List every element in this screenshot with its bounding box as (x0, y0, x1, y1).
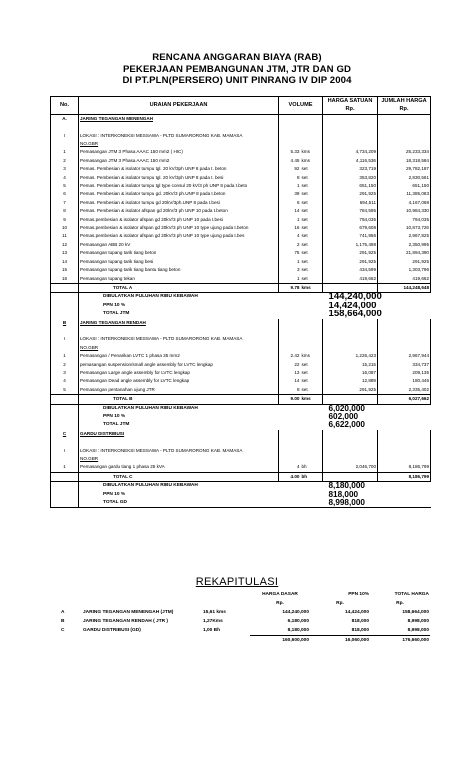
table-row: 1 Pemasangan / Penarikan LVTC 1 phasa 35 mm2 2.42 kms 1,226,423 2,967,944 (51, 352, 431, 360)
rekap-row: B JARING TEGANGAN RENDAH ( JTR ) 1,27Kms 6,180,000 818,000 8,998,000 (61, 619, 429, 624)
rekap-header-total: TOTAL HARGA (394, 592, 429, 597)
section-b-title: JARING TEGANGAN RENDAH (80, 319, 146, 325)
header-rp-2: Rp. (378, 105, 431, 114)
section-a (51, 114, 431, 318)
header-rp-1: Rp. (323, 105, 378, 114)
table-row: 4 Pemas. Pembesian & isolator tumpu tgl. 20 kV/3ph UNP 8 pada t. besi 8 set 353,820 2,830,561 (51, 174, 431, 182)
header-uraian: URAIAN PEKERJAAN (79, 97, 279, 115)
header-jumlah-harga: JUMLAH HARGA (378, 97, 431, 106)
table-row: 1 Pemasangan JTM 3 Phasa AAAC 150 mm2 ( HIC) 5.33 kms 4,734,209 25,233,334 (51, 148, 431, 156)
table-row: 4 Pemasangan Dead angle assembly for LVTC lengkap 14 set 12,889 180,446 (51, 377, 431, 385)
ppn-a-row: PPN 10 % 14,424,000 (51, 302, 431, 310)
grand-a-row: TOTAL JTM 158,664,000 (51, 310, 431, 318)
table-row: 7 Pemas. Pembesian & isolator tumpu gd 20kV/3ph.UNP 8 pada t.besi 6 set 694,511 4,167,068 (51, 199, 431, 207)
title-line-2: PEKERJAAN PEMBANGUNAN JTM, JTR DAN GD (122, 63, 352, 75)
document-title (0, 52, 474, 87)
table-row: 2 Pemasangan JTM 3 Phasa AAAC 150 mm2 4.45 kms 4,116,536 18,318,584 (51, 157, 431, 165)
section-b-lokasi: LOKASI : INTERKONEKSI MESSAWA - PLTD SUMARORONG KAB. MAMASA (80, 336, 243, 342)
table-row: 8 Pemas. Pembesian & isolator afspan gd 20kV/3 ph UNP 10 pada t.beton 14 set 784,595 10,984,330 (51, 207, 431, 215)
dibulatkan-c-row: DIBULATKAN PULUHAN RIBU KEBAWAH 8,180,000 (51, 482, 431, 491)
section-a-title: JARING TEGANGAN MENENGAH (80, 115, 153, 121)
header-harga-satuan: HARGA SATUAN (323, 97, 378, 106)
section-a-no: A. (51, 114, 79, 123)
table-row: 1 Pemasangan gardu tiang 1 phasa 25 kVA 4 bh 2,046,700 8,186,799 (51, 463, 431, 472)
section-a-lokasi-no: I (51, 132, 79, 140)
section-c-title: GARDU DISTRIBUSI (80, 430, 125, 436)
rekap-header-ppn: PPN 10% (348, 592, 369, 597)
section-b: B JARING TEGANGAN RENDAH I LOKASI : INTERKONEKSI MESSAWA - PLTD SUMARORONG KAB. MAMASA NO.GBR 1 Pemasangan / Penarikan LVTC 1 phasa 35 mm2 2.42 kms 1,226,423 2,967,944 2 pemasangan suspension/small angle assembly for LVTC lengkap 22 set 15,215 334,737 3 Pemasangan Large angle assembly for LVTC lengkap 13 set 16,087 209,135 4 Pemasangan Dead angle assembly for LVTC lengkap 14 set 12,889 180,446 5 Pemasangan pentanahan ujung JTR 8 set 291,925 2,335,402 TOTAL B 9.00 kms 6,027,662 DIBULATKAN PULUHAN RIBU KEBAWAH 6,020,000 PPN 10 % 602,000 TOTAL JTM 6,622,000 (51, 319, 431, 430)
table-row: 5 Pemas. Pembesian & isolator tumpu tgl type consul 20 kV/3 ph UNP 8 pada t.beto 1 set 651,150 651,150 (51, 182, 431, 190)
table-row: 16 Pemasangan tupang tekan 1 set 419,662 419,662 (51, 275, 431, 284)
table-row: 12 Pemasangan ABB 20 kV 2 set 1,175,498 2,350,995 (51, 241, 431, 249)
section-a-lokasi: LOKASI : INTERKONEKSI MESSAWA - PLTD SUMARORONG KAB. MAMASA (80, 132, 243, 138)
ppn-b-row: PPN 10 % 602,000 (51, 413, 431, 421)
rekap-total-row: 160,600,000 16,060,000 176,660,000 (60, 636, 430, 646)
total-c-row: TOTAL C 4.00 bh 8,186,799 (51, 472, 431, 481)
table-row: 6 Pemas. Pembesian & isolator tumpu gd. 20kV/3 ph.UNP 8 pada t.beton 39 set 291,925 11,385,083 (51, 190, 431, 198)
title-line-3: DI PT.PLN(PERSERO) UNIT PINRANG IV DIP 2004 (122, 75, 352, 86)
title-line-1: RENCANA ANGGARAN BIAYA (RAB) (152, 52, 322, 63)
total-b-row: TOTAL B 9.00 kms 6,027,662 (51, 395, 431, 404)
table-row: 11 Pemas.pembesian & isolator afspan gd 20kV/3 ph UNP 10 type ujung pada t.bes 4 set 741,956 2,967,825 (51, 232, 431, 240)
table-row: 14 Pemasangan tupang tarik tiang besi 1 set 291,925 291,925 (51, 258, 431, 266)
rekap-row: C GARDU DISTRIBUSI (GD) 1,00 Bh 8,180,000 818,000 8,998,000 (61, 628, 429, 634)
grand-c-row: TOTAL GD 8,998,000 (51, 499, 431, 508)
section-c-no: C (51, 430, 79, 438)
rab-table (50, 96, 431, 508)
section-b-no: B (51, 319, 79, 327)
dibulatkan-b-row: DIBULATKAN PULUHAN RIBU KEBAWAH 6,020,000 (51, 404, 431, 413)
grand-b-row: TOTAL JTM 6,622,000 (51, 421, 431, 429)
table-row: 9 Pemas.pembesian & isolator afspan gd 20kV/3 ph UNP 10 pada t.besi 1 set 794,035 794,035 (51, 216, 431, 224)
table-row: 10 Pemas.pembesian & isolator afspan gd 20kV/3 ph UNP 10 type ujung pada t.beton 16 set 679,608 10,873,726 (51, 224, 431, 232)
section-c-lokasi: LOKASI : INTERKONEKSI MESSAWA - PLTD SUMARORONG KAB. MAMASA (80, 447, 243, 453)
header-volume: VOLUME (279, 97, 323, 115)
table-row: 13 Pemasangan tupang tarik tiang beton 75 set 291,925 21,894,390 (51, 249, 431, 257)
rekap-row: A JARING TEGANGAN MENENGAH (JTM) 15,61 kms 144,240,000 14,424,000 158,664,000 (61, 610, 429, 615)
rekap-header-harga-dasar: HARGA DASAR (262, 592, 298, 597)
table-row: 15 Pemasangan tupang tarik tiang bantu tiang beton 3 set 434,599 1,303,796 (51, 266, 431, 274)
rekap-title: REKAPITULASI (195, 576, 279, 588)
dibulatkan-a-row: DIBULATKAN PULUHAN RIBU KEBAWAH 144,240,000 (51, 293, 431, 302)
section-c: C GARDU DISTRIBUSI I LOKASI : INTERKONEKSI MESSAWA - PLTD SUMARORONG KAB. MAMASA NO.GBR 1 Pemasangan gardu tiang 1 phasa 25 kVA 4 bh 2,046,700 8,186,799 TOTAL C 4.00 bh 8,186,799 DIBULATKAN PULUHAN RIBU KEBAWAH 8,180,000 PPN 10 % 818,000 TOTAL GD 8,998,000 (51, 430, 431, 508)
rekap-table: HARGA DASAR PPN 10% TOTAL HARGA Rp. Rp. Rp. A JARING TEGANGAN MENENGAH (JTM) 15,61 kms 144,240,000 14,424,000 158,664,000 B JARING TEGANGAN RENDAH ( JTR ) 1,27Kms 6,180,000 818,000 8,998,000 C GARDU DISTRIBUSI (GD) 1,00 Bh 8,180,000 818,000 8,998,000 160,600,000 16,060,000 176,660,000 (61, 592, 429, 643)
table-row: 3 Pemas. Pembesian & isolator tumpu tgl. 20 kV/3ph UNP 8 pada t. beton 92 set 323,719 29,782,187 (51, 165, 431, 173)
table-row: 3 Pemasangan Large angle assembly for LVTC lengkap 13 set 16,087 209,135 (51, 369, 431, 377)
ppn-c-row: PPN 10 % 818,000 (51, 491, 431, 499)
total-a-row: TOTAL A 9.78 kms 144,248,648 (51, 283, 431, 292)
header-no: No. (51, 97, 79, 115)
table-row: 2 pemasangan suspension/small angle assembly for LVTC lengkap 22 set 15,215 334,737 (51, 361, 431, 369)
table-row: 5 Pemasangan pentanahan ujung JTR 8 set 291,925 2,335,402 (51, 386, 431, 395)
section-a-no-gbr: NO.GBR (80, 141, 99, 147)
